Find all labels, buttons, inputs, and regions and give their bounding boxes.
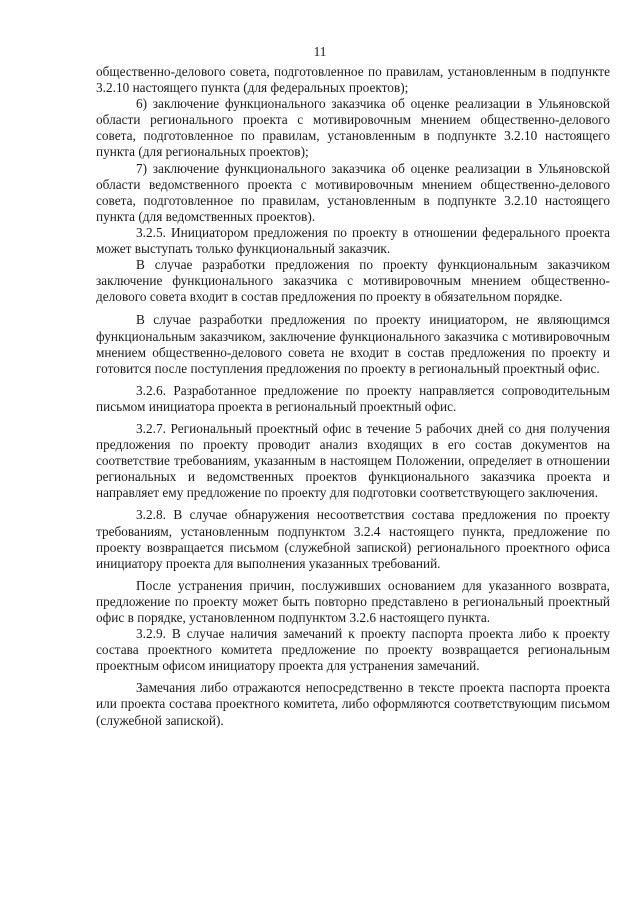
- paragraph-3-2-6: 3.2.6. Разработанное предложение по проекту направляется сопроводительным письмом инициатора проекта в региональный проектный офис.: [96, 382, 610, 414]
- paragraph-continuation: общественно-делового совета, подготовленное по правилам, установленным в подпункте 3.2.10 настоящего пункта (для федеральных проектов);: [96, 64, 610, 96]
- paragraph-3-2-8: 3.2.8. В случае обнаружения несоответствия состава предложения по проекту требованиям, установленным подпунктом 3.2.4 настоящего пункта, предложение по проекту возвращается письмом (служебной запиской) регионального проектного офиса инициатору проекта для выполнения указанных требований.: [96, 507, 610, 571]
- paragraph-3-2-5: 3.2.5. Инициатором предложения по проекту в отношении федерального проекта может выступать только функциональный заказчик.: [96, 224, 610, 257]
- document-body: [96, 64, 610, 729]
- paragraph-3-2-7: 3.2.7. Региональный проектный офис в течение 5 рабочих дней со дня получения предложения по проекту проводит анализ входящих в его состав документов на соответствие требованиям, указанным в настоящем Положении, определяет в отношении региональных и ведомственных проектов функционального заказчика проекта и направляет ему предложение по проекту для подготовки соответствующего заключения.: [96, 420, 610, 501]
- paragraph-remarks: Замечания либо отражаются непосредственно в тексте проекта паспорта проекта или проекта состава проектного комитета, либо оформляются соответствующим письмом (служебной запиской).: [96, 680, 610, 728]
- paragraph-functional-customer: В случае разработки предложения по проекту функциональным заказчиком заключение функционального заказчика с мотивировочным мнением общественно-делового совета входит в состав предложения по проекту в обязательном порядке.: [96, 257, 610, 305]
- paragraph-other-initiator: В случае разработки предложения по проекту инициатором, не являющимся функциональным заказчиком, заключение функционального заказчика с мотивировочным мнением общественно-делового совета не входит в состав предложения по проекту и готовится после поступления предложения по проекту в региональный проектный офис.: [96, 312, 610, 376]
- paragraph-item-6: 6) заключение функционального заказчика об оценке реализации в Ульяновской области регионального проекта с мотивировочным мнением общественно-делового совета, подготовленное по правилам, установленным в подпункте 3.2.10 настоящего пункта (для региональных проектов);: [96, 96, 610, 160]
- paragraph-item-7: 7) заключение функционального заказчика об оценке реализации в Ульяновской области ведомственного проекта с мотивировочным мнением общественно-делового совета, подготовленное по правилам, установленным в подпункте 3.2.10 настоящего пункта (для ведомственных проектов).: [96, 160, 610, 224]
- page-number: 11: [313, 44, 327, 59]
- paragraph-resubmission: После устранения причин, послуживших основанием для указанного возврата, предложение по проекту может быть повторно представлено в региональный проектный офис в порядке, установленном подпунктом 3.2.6 настоящего пункта.: [96, 577, 610, 625]
- paragraph-3-2-9: 3.2.9. В случае наличия замечаний к проекту паспорта проекта либо к проекту состава проектного комитета предложение по проекту возвращается региональным проектным офисом инициатору проекта для устранения замечаний.: [96, 626, 610, 674]
